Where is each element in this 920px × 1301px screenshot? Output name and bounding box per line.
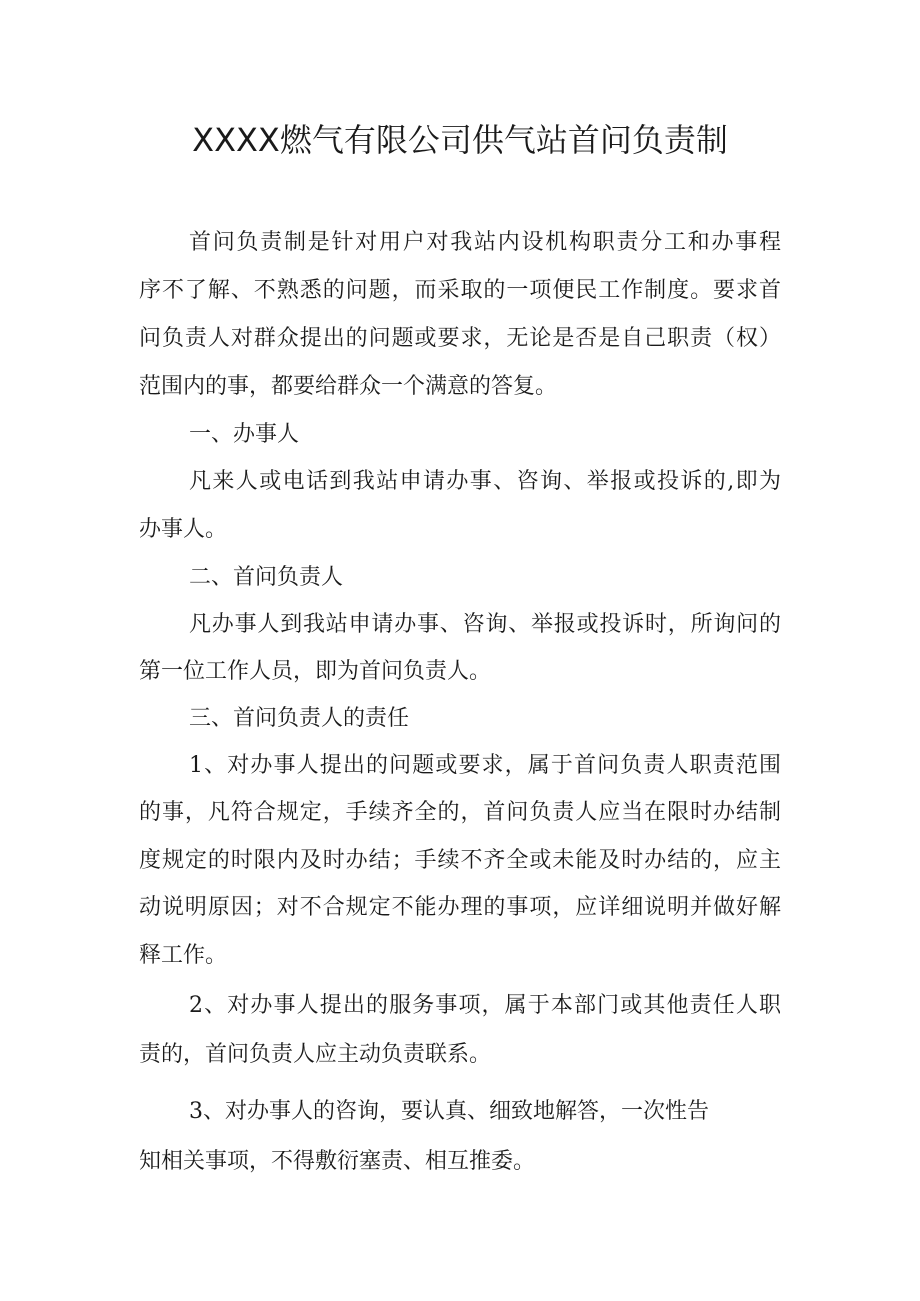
document-title: XXXX燃气有限公司供气站首问负责制 — [192, 121, 728, 159]
section-1-line-2: 办事人。 — [139, 517, 228, 542]
section-2-heading: 二、首问负责人 — [189, 565, 344, 590]
item-2-line-2: 责的，首问负责人应主动负责联系。 — [139, 1042, 492, 1067]
section-2-line-1: 凡办事人到我站申请办事、咨询、举报或投诉时，所询问的 — [189, 612, 781, 637]
section-3-heading: 三、首问负责人的责任 — [189, 706, 410, 731]
item-2-line-1: 2、对办事人提出的服务事项，属于本部门或其他责任人职 — [189, 993, 781, 1018]
section-1-heading: 一、办事人 — [189, 422, 300, 447]
intro-line-2: 序不了解、不熟悉的问题，而采取的一项便民工作制度。要求首 — [139, 278, 781, 303]
section-1-line-1: 凡来人或电话到我站申请办事、咨询、举报或投诉的,即为 — [189, 469, 781, 494]
item-1-line-5: 释工作。 — [139, 943, 228, 968]
item-1-line-4: 动说明原因；对不合规定不能办理的事项，应详细说明并做好解 — [139, 895, 781, 920]
item-3-line-1: 3、对办事人的咨询，要认真、细致地解答，一次性告 — [189, 1099, 709, 1124]
intro-line-1: 首问负责制是针对用户对我站内设机构职责分工和办事程 — [189, 230, 781, 255]
intro-line-3: 问负责人对群众提出的问题或要求，无论是否是自己职责（权） — [139, 326, 781, 351]
intro-line-4: 范围内的事，都要给群众一个满意的答复。 — [139, 374, 558, 399]
section-2-line-2: 第一位工作人员，即为首问负责人。 — [139, 659, 492, 684]
item-1-line-2: 的事，凡符合规定，手续齐全的，首问负责人应当在限时办结制 — [139, 800, 781, 825]
item-1-line-1: 1、对办事人提出的问题或要求，属于首问负责人职责范围 — [189, 753, 781, 778]
item-1-line-3: 度规定的时限内及时办结；手续不齐全或未能及时办结的，应主 — [139, 848, 781, 873]
item-3-line-2: 知相关事项，不得敷衍塞责、相互推委。 — [139, 1149, 536, 1174]
